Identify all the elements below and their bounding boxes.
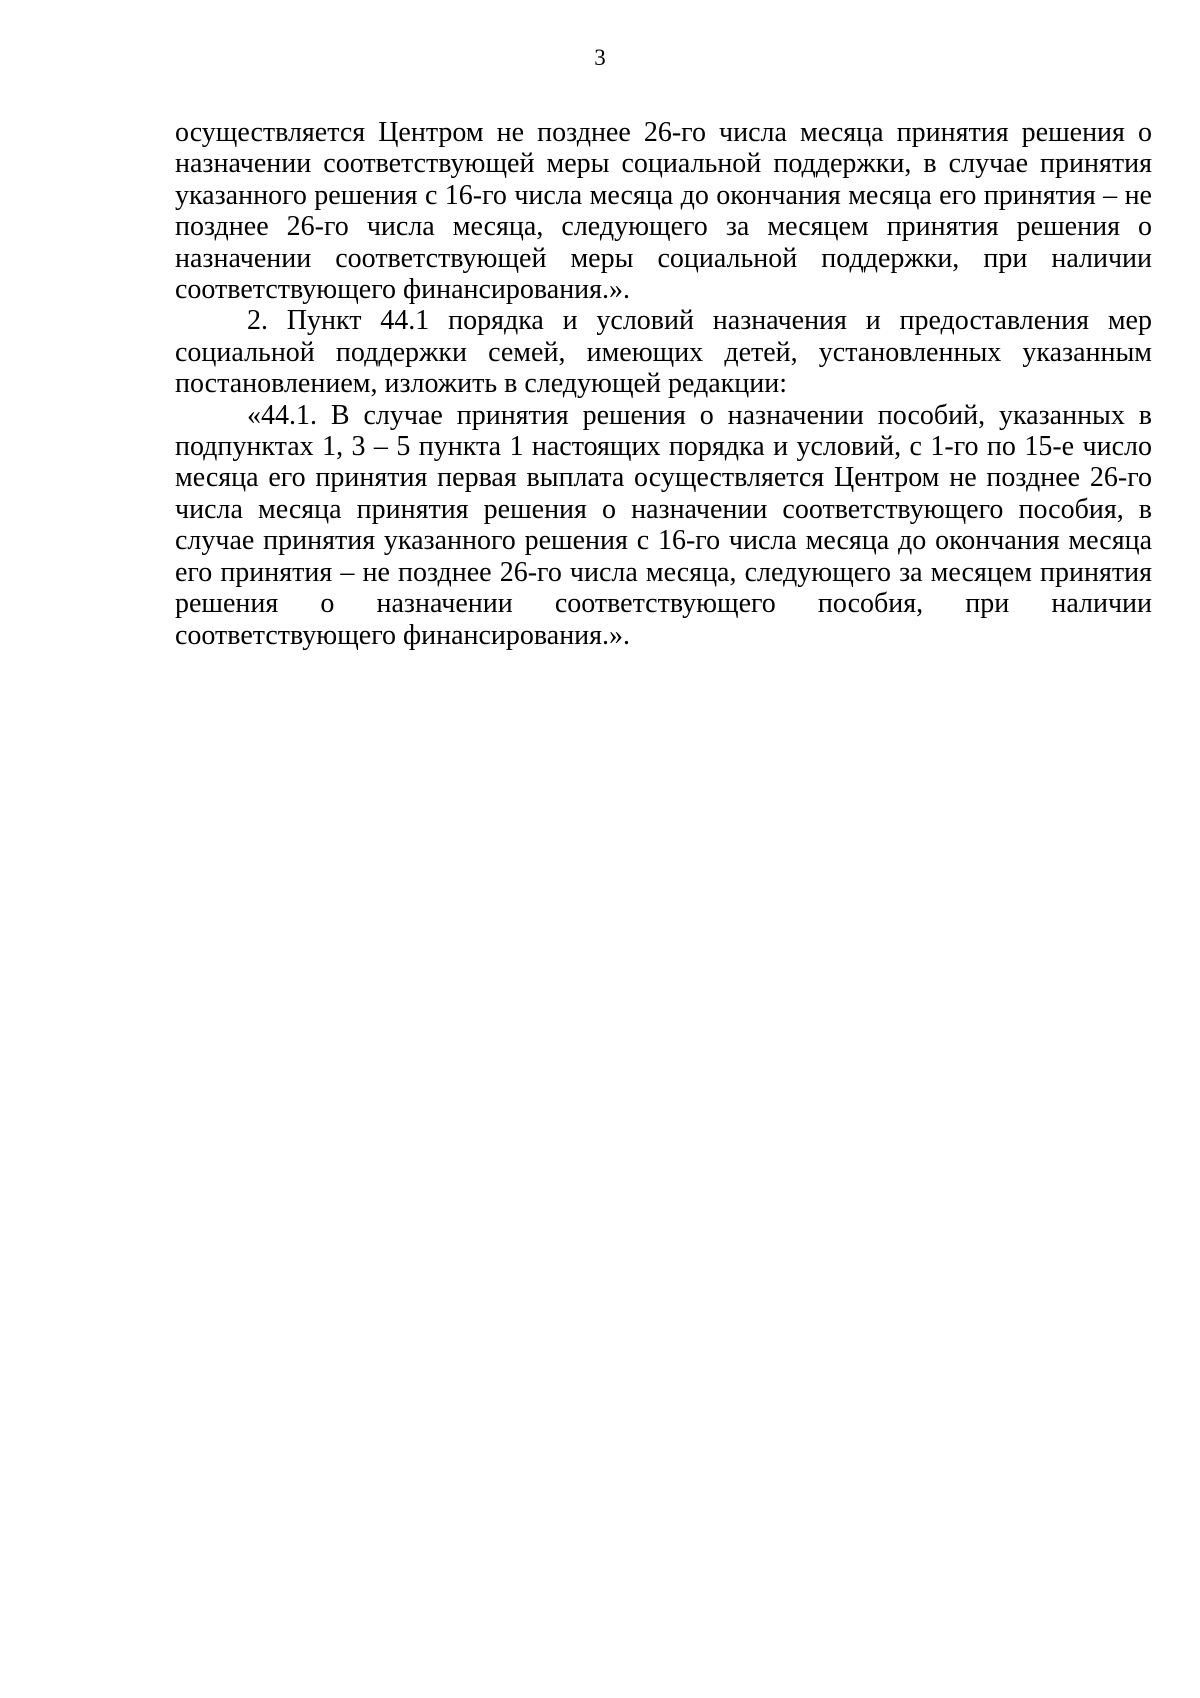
page-number: 3 xyxy=(594,45,606,70)
paragraph-item-2: 2. Пункт 44.1 порядка и условий назначения и предоставления мер социальной поддержки семей, имеющих детей, установленных указанным постановлением, изложить в следующей редакции: xyxy=(175,305,1152,400)
paragraph-clause-44-1: «44.1. В случае принятия решения о назначении пособий, указанных в подпунктах 1, 3 – 5 пункта 1 настоящих порядка и условий, с 1-го по 15-е число месяца его принятия первая выплата осуществляется Центром не позднее 26-го числа месяца принятия решения о назначении соответствующего пособия, в случае принятия указанного решения с 16-го числа месяца до окончания месяца его принятия – не позднее 26-го числа месяца, следующего за месяцем принятия решения о назначении соответствующего пособия, при наличии соответствующего финансирования.». xyxy=(175,399,1152,651)
document-body xyxy=(175,117,1152,651)
paragraph-continuation: осуществляется Центром не позднее 26-го числа месяца принятия решения о назначении соответствующей меры социальной поддержки, в случае принятия указанного решения с 16-го числа месяца до окончания месяца его принятия – не позднее 26-го числа месяца, следующего за месяцем принятия решения о назначении соответствующей меры социальной поддержки, при наличии соответствующего финансирования.». xyxy=(175,117,1152,306)
